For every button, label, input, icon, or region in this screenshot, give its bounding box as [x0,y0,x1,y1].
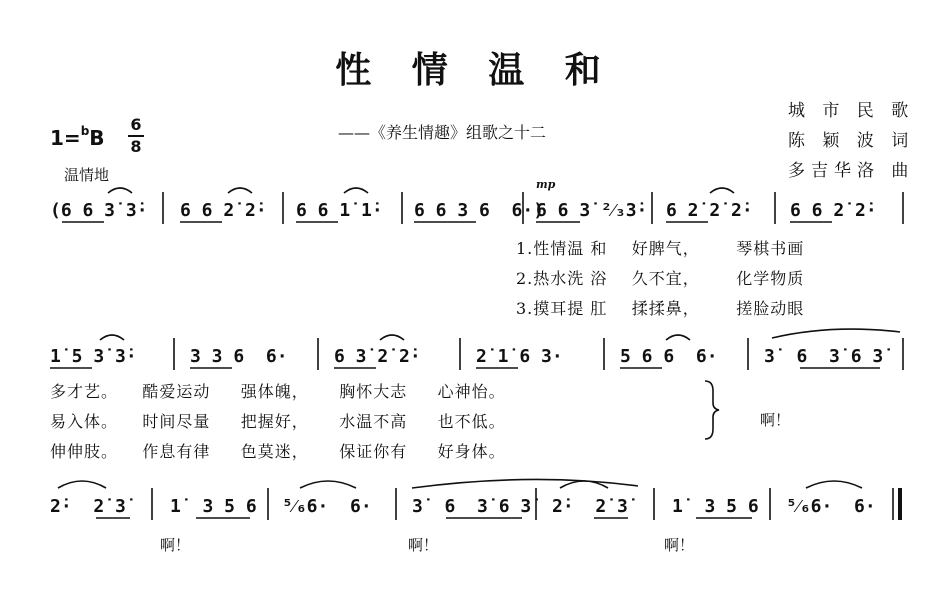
verse-line: 3.摸耳提 肛 揉揉鼻， 搓脸动眼 [516,299,805,318]
ah-lyric: 啊！ [408,536,439,554]
measure: 1̇ 5 3̇ 3̇· [50,346,137,367]
tie [806,481,862,488]
measure: 3 3 6 6· [190,346,288,367]
measure: 6 6 3 6 6·) [414,200,545,221]
measure: ⁵⁄₆6· 6· [786,496,876,517]
ah-lyric: 啊！ [664,536,695,554]
tie [108,188,132,193]
tie [100,335,124,340]
measure: 6 3̇ 2̇ 2̇· [334,346,421,367]
verse-line: 易入体。 时间尽量 把握好， 水温不高 也不低。 [50,412,506,431]
measure: 1̇ 3 5 6 [672,496,759,517]
measure: 5 6 6 6· [620,346,718,367]
measure: 1̇ 3 5 6 [170,496,257,517]
tie [666,335,690,340]
subtitle: ——《养生情趣》组歌之十二 [338,123,547,142]
measure: 6 6 1̇ 1̇· [296,200,383,221]
time-signature: 6 8 [128,117,144,155]
measure: 6 6 3̇ ²⁄₃3̇· [536,200,648,221]
key-signature: 1=$^b$B [50,124,105,150]
measure: 6 6 2̇ 2̇· [180,200,267,221]
ah-lyric: 啊！ [160,536,191,554]
verse-line: 2.热水洗 浴 久不宜， 化学物质 [516,269,805,288]
tie [710,188,734,193]
tempo-marking: 温情地 [64,166,110,184]
measure: 2̇· 2̇ 3̇ [50,496,126,517]
slur [772,329,900,338]
measure: 2̇ 1̇ 6 3· [476,346,563,367]
tie [380,335,404,340]
credit-composer: 多吉华洛 曲 [788,161,915,181]
ah-lyric: 啊！ [760,411,791,429]
tie [58,481,106,488]
credit-genre: 城 市 民 歌 [788,101,915,121]
credit-lyricist: 陈 颖 波 词 [788,131,915,151]
verse-line: 伸伸肢。 作息有律 色莫迷， 保证你有 好身体。 [50,442,506,461]
song-title: 性 情 温 和 [335,49,615,91]
verse-line: 1.性情温 和 好脾气， 琴棋书画 [516,239,805,258]
tie [344,188,368,193]
measure: 6 2̇ 2̇ 2̇· [666,200,753,221]
dynamic-marking: mp [536,178,556,191]
measure: 2̇· 2̇ 3̇ [552,496,628,517]
measure: ⁵⁄₆6· 6· [282,496,372,517]
measure: 3̇ 6 3̇ 6 3̇ [764,346,884,367]
verse-line: 多才艺。 酷爱运动 强体魄， 胸怀大志 心神怡。 [50,382,506,401]
measure: (6 6 3̇ 3̇· [50,200,148,221]
verse-brace [705,381,719,439]
tie [300,481,356,488]
measure: 3̇ 6 3̇ 6 3̇ [412,496,532,517]
measure: 6 6 2̇ 2̇· [790,200,877,221]
tie [228,188,252,193]
